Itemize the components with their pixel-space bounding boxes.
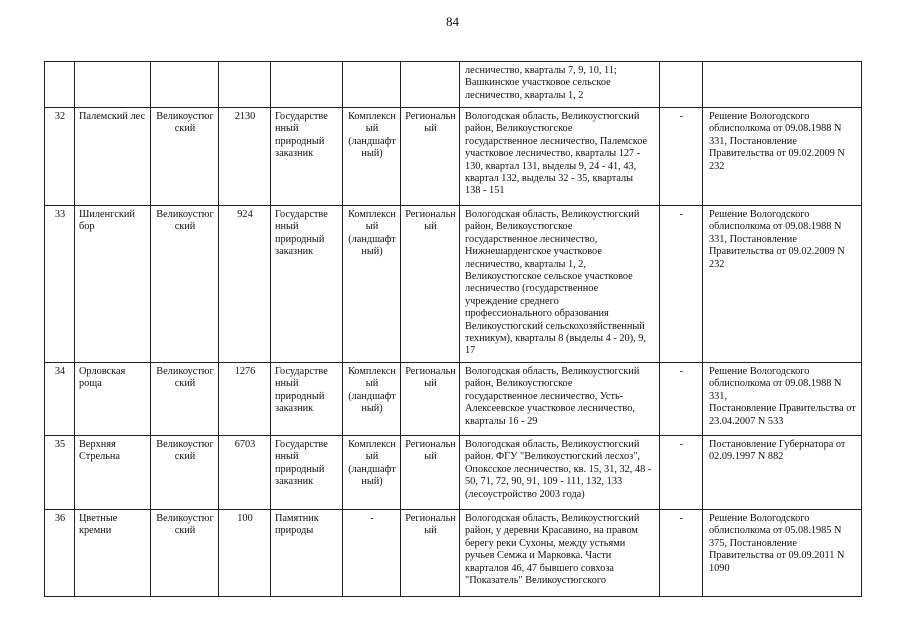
- cell-name: Цветные кремни: [75, 510, 151, 596]
- cell-dash: -: [660, 108, 703, 205]
- cell-area: 100: [219, 510, 271, 596]
- cell-profile: Комплексн ый (ландшафт ный): [343, 206, 401, 362]
- cell-location: Вологодская область, Великоустюгский район. ФГУ "Великоустюгский лесхоз", Опоксское лесничество, кв. 15, 31, 32, 48 - 50, 71, 72, 90, 91, 109 - 111, 132, 133 (лесоустройство 2003 года): [460, 436, 660, 509]
- cell-location: Вологодская область, Великоустюгский район, Великоустюгское государственное лесничество, Усть- Алексеевское участковое лесничество, кварталы 16 - 29: [460, 363, 660, 435]
- cell-dash: -: [660, 510, 703, 596]
- cell-number: 34: [45, 363, 75, 435]
- cell-location: Вологодская область, Великоустюгский район, Великоустюгское государственное лесничество, Нижнешарденгское участковое лесничество, кварталы 1, 2, Великоустюгское сельское участковое лесничество (государственное учреждение среднего профессионального образования Великоустюгский сельскохозяйственный техникум), кварталы 8 (выделы 4 - 20), 9, 17: [460, 206, 660, 362]
- cell-area: 1276: [219, 363, 271, 435]
- cell-category: Государстве нный природный заказник: [271, 436, 343, 509]
- cell-name: [75, 62, 151, 107]
- cell-area: 2130: [219, 108, 271, 205]
- cell-dash: [660, 62, 703, 107]
- cell-number: [45, 62, 75, 107]
- cell-name: Верхняя Стрельна: [75, 436, 151, 509]
- cell-dash: -: [660, 206, 703, 362]
- cell-category: [271, 62, 343, 107]
- page-number: 84: [446, 14, 459, 29]
- table-row: [45, 62, 861, 108]
- cell-dash: -: [660, 363, 703, 435]
- cell-number: 33: [45, 206, 75, 362]
- cell-area: 6703: [219, 436, 271, 509]
- cell-category: Памятник природы: [271, 510, 343, 596]
- cell-significance: Региональн ый: [401, 510, 460, 596]
- cell-area: [219, 62, 271, 107]
- cell-profile: -: [343, 510, 401, 596]
- cell-name: Орловская роща: [75, 363, 151, 435]
- cell-significance: Региональн ый: [401, 108, 460, 205]
- cell-profile: Комплексн ый (ландшафт ный): [343, 436, 401, 509]
- cell-document: Решение Вологодского облисполкома от 05.08.1985 N 375, Постановление Правительства от 09.09.2011 N 1090: [709, 513, 845, 574]
- cell-name: Шиленгский бор: [75, 206, 151, 362]
- cell-district: Великоустюг ский: [151, 363, 219, 435]
- cell-location: Вологодская область, Великоустюгский район, Великоустюгское государственное лесничество, Палемское участковое лесничество, кварталы 127 - 130, квартал 131, выделы 9, 24 - 41, 43, квартал 132, выделы 32 - 35, кварталы 138 - 151: [460, 108, 660, 205]
- cell-category: Государстве нный природный заказник: [271, 206, 343, 362]
- cell-document: Решение Вологодского облисполкома от 09.08.1988 N 331, Постановление Правительства от 09.02.2009 N 232: [709, 111, 845, 172]
- cell-significance: Региональн ый: [401, 363, 460, 435]
- cell-document: Решение Вологодского облисполкома от 09.08.1988 N 331, Постановление Правительства от 09.02.2009 N 232: [709, 209, 845, 270]
- table-row: [45, 436, 861, 510]
- cell-location: Вологодская область, Великоустюгский район, у деревни Красавино, на правом берегу реки Сухоны, между устьями ручьев Семжа и Марковка. Части кварталов 46, 47 бывшего совхоза "Показатель" Великоустюгского: [460, 510, 660, 596]
- table-row: [45, 206, 861, 363]
- protected-areas-table: [44, 61, 862, 597]
- cell-category: Государстве нный природный заказник: [271, 363, 343, 435]
- cell-number: 32: [45, 108, 75, 205]
- cell-name: Палемский лес: [75, 108, 151, 205]
- cell-district: Великоустюг ский: [151, 206, 219, 362]
- cell-number: 36: [45, 510, 75, 596]
- cell-category: Государстве нный природный заказник: [271, 108, 343, 205]
- table-row: [45, 510, 861, 596]
- table-row: [45, 108, 861, 206]
- cell-document: Решение Вологодского облисполкома от 09.08.1988 N 331, Постановление Правительства от 23.04.2007 N 533: [709, 366, 856, 427]
- cell-significance: Региональн ый: [401, 436, 460, 509]
- table-row: [45, 363, 861, 436]
- cell-profile: Комплексн ый (ландшафт ный): [343, 363, 401, 435]
- cell-dash: -: [660, 436, 703, 509]
- cell-significance: Региональн ый: [401, 206, 460, 362]
- cell-profile: [343, 62, 401, 107]
- cell-document: Постановление Губернатора от 02.09.1997 N 882: [709, 439, 846, 463]
- cell-district: Великоустюг ский: [151, 436, 219, 509]
- cell-document: [703, 62, 861, 107]
- cell-district: Великоустюг ский: [151, 510, 219, 596]
- cell-district: [151, 62, 219, 107]
- cell-significance: [401, 62, 460, 107]
- cell-profile: Комплексн ый (ландшафт ный): [343, 108, 401, 205]
- cell-area: 924: [219, 206, 271, 362]
- cell-number: 35: [45, 436, 75, 509]
- cell-location: лесничество, кварталы 7, 9, 10, 11; Вашкинское участковое сельское лесничество, кварталы 1, 2: [460, 62, 660, 107]
- cell-district: Великоустюг ский: [151, 108, 219, 205]
